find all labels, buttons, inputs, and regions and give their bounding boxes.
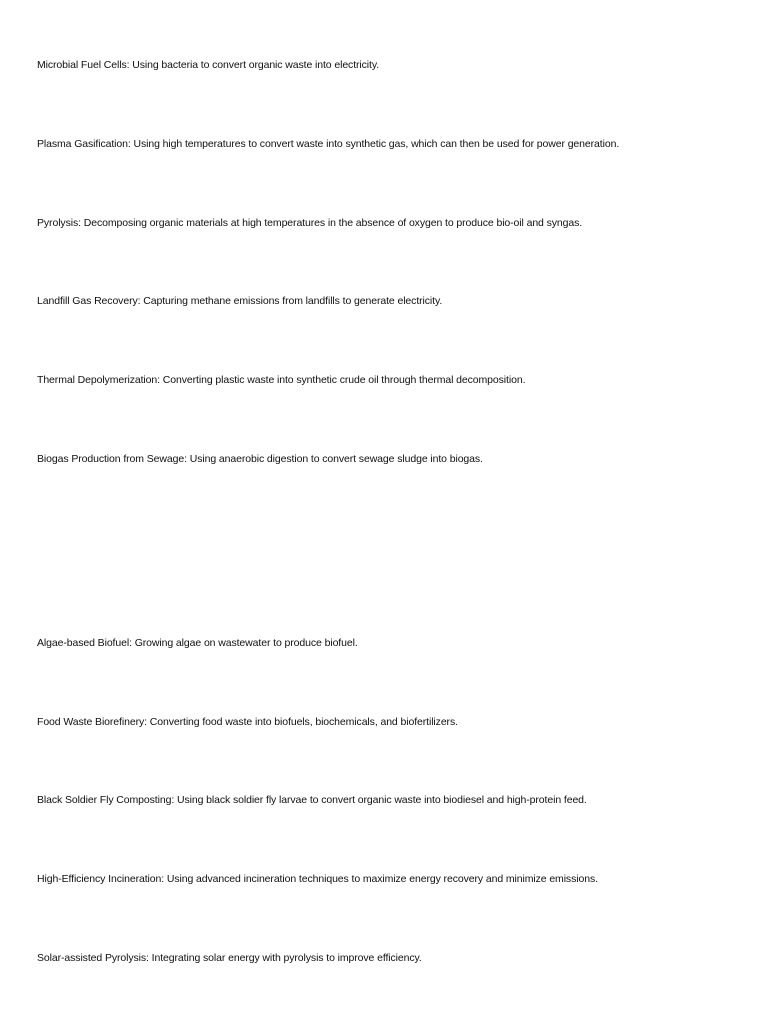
entry-biogas-from-sewage: Biogas Production from Sewage: Using anaerobic digestion to convert sewage sludge into biogas.: [37, 453, 483, 465]
entry-pyrolysis: Pyrolysis: Decomposing organic materials at high temperatures in the absence of oxygen to produce bio-oil and syngas.: [37, 217, 583, 229]
entry-algae-based-biofuel: Algae-based Biofuel: Growing algae on wastewater to produce biofuel.: [37, 637, 358, 649]
entry-landfill-gas-recovery: Landfill Gas Recovery: Capturing methane emissions from landfills to generate electricity.: [37, 295, 443, 307]
entry-black-soldier-fly: Black Soldier Fly Composting: Using black soldier fly larvae to convert organic waste into biodiesel and high-protein feed.: [37, 794, 587, 806]
entry-food-waste-biorefinery: Food Waste Biorefinery: Converting food waste into biofuels, biochemicals, and biofertilizers.: [37, 716, 458, 728]
entry-thermal-depolymerization: Thermal Depolymerization: Converting plastic waste into synthetic crude oil through thermal decomposition.: [37, 374, 526, 386]
entry-microbial-fuel-cells: Microbial Fuel Cells: Using bacteria to convert organic waste into electricity.: [37, 59, 380, 71]
entry-plasma-gasification: Plasma Gasification: Using high temperatures to convert waste into synthetic gas, which can then be used for power generation.: [37, 138, 620, 150]
entry-high-efficiency-incineration: High-Efficiency Incineration: Using advanced incineration techniques to maximize energy recovery and minimize emissions.: [37, 873, 598, 885]
entry-solar-assisted-pyrolysis: Solar-assisted Pyrolysis: Integrating solar energy with pyrolysis to improve efficiency.: [37, 952, 422, 964]
